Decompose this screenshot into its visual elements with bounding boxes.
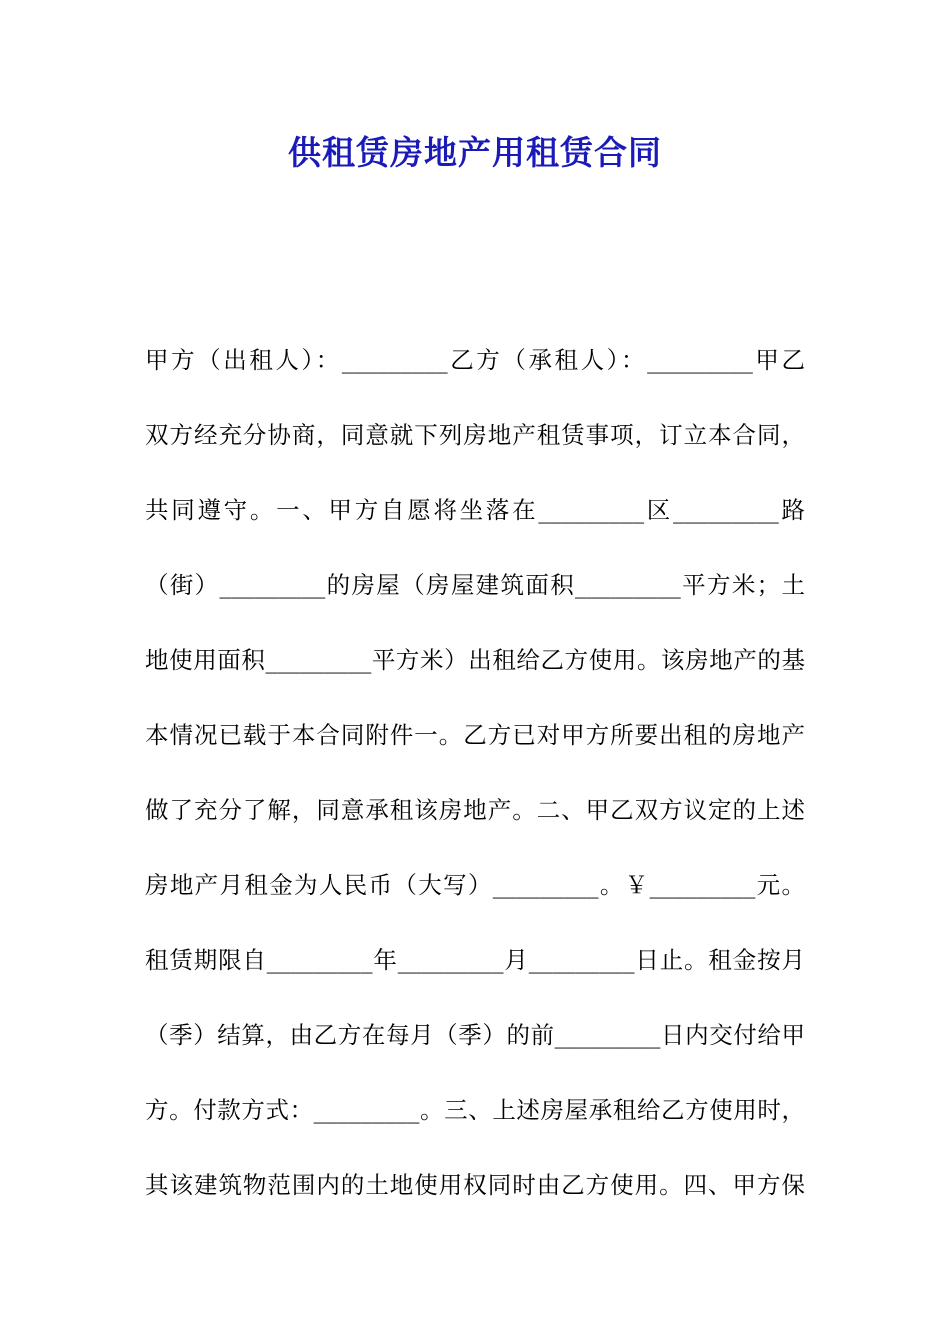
body-line-4: （街）_________的房屋（房屋建筑面积_________平方米；土 xyxy=(145,571,805,599)
contract-body xyxy=(145,338,805,1238)
body-line-7: 做了充分了解，同意承租该房地产。二、甲乙双方议定的上述 xyxy=(145,796,805,824)
body-line-3: 共同遵守。一、甲方自愿将坐落在_________区_________路 xyxy=(145,496,805,524)
body-line-8: 房地产月租金为人民币（大写）_________。￥_________元。 xyxy=(145,871,805,899)
body-line-5: 地使用面积_________平方米）出租给乙方使用。该房地产的基 xyxy=(145,646,805,674)
body-line-2: 双方经充分协商，同意就下列房地产租赁事项，订立本合同， xyxy=(145,421,805,449)
document-title: 供租赁房地产用租赁合同 xyxy=(288,133,662,172)
body-line-6: 本情况已载于本合同附件一。乙方已对甲方所要出租的房地产 xyxy=(145,721,805,749)
body-line-12: 其该建筑物范围内的土地使用权同时由乙方使用。四、甲方保 xyxy=(145,1171,805,1199)
body-line-11: 方。付款方式：_________。三、上述房屋承租给乙方使用时， xyxy=(145,1096,805,1124)
body-line-1: 甲方（出租人）：_________乙方（承租人）：_________甲乙 xyxy=(145,346,805,374)
body-line-10: （季）结算，由乙方在每月（季）的前_________日内交付给甲 xyxy=(145,1021,805,1049)
body-line-9: 租赁期限自_________年_________月_________日止。租金按月 xyxy=(145,946,805,974)
